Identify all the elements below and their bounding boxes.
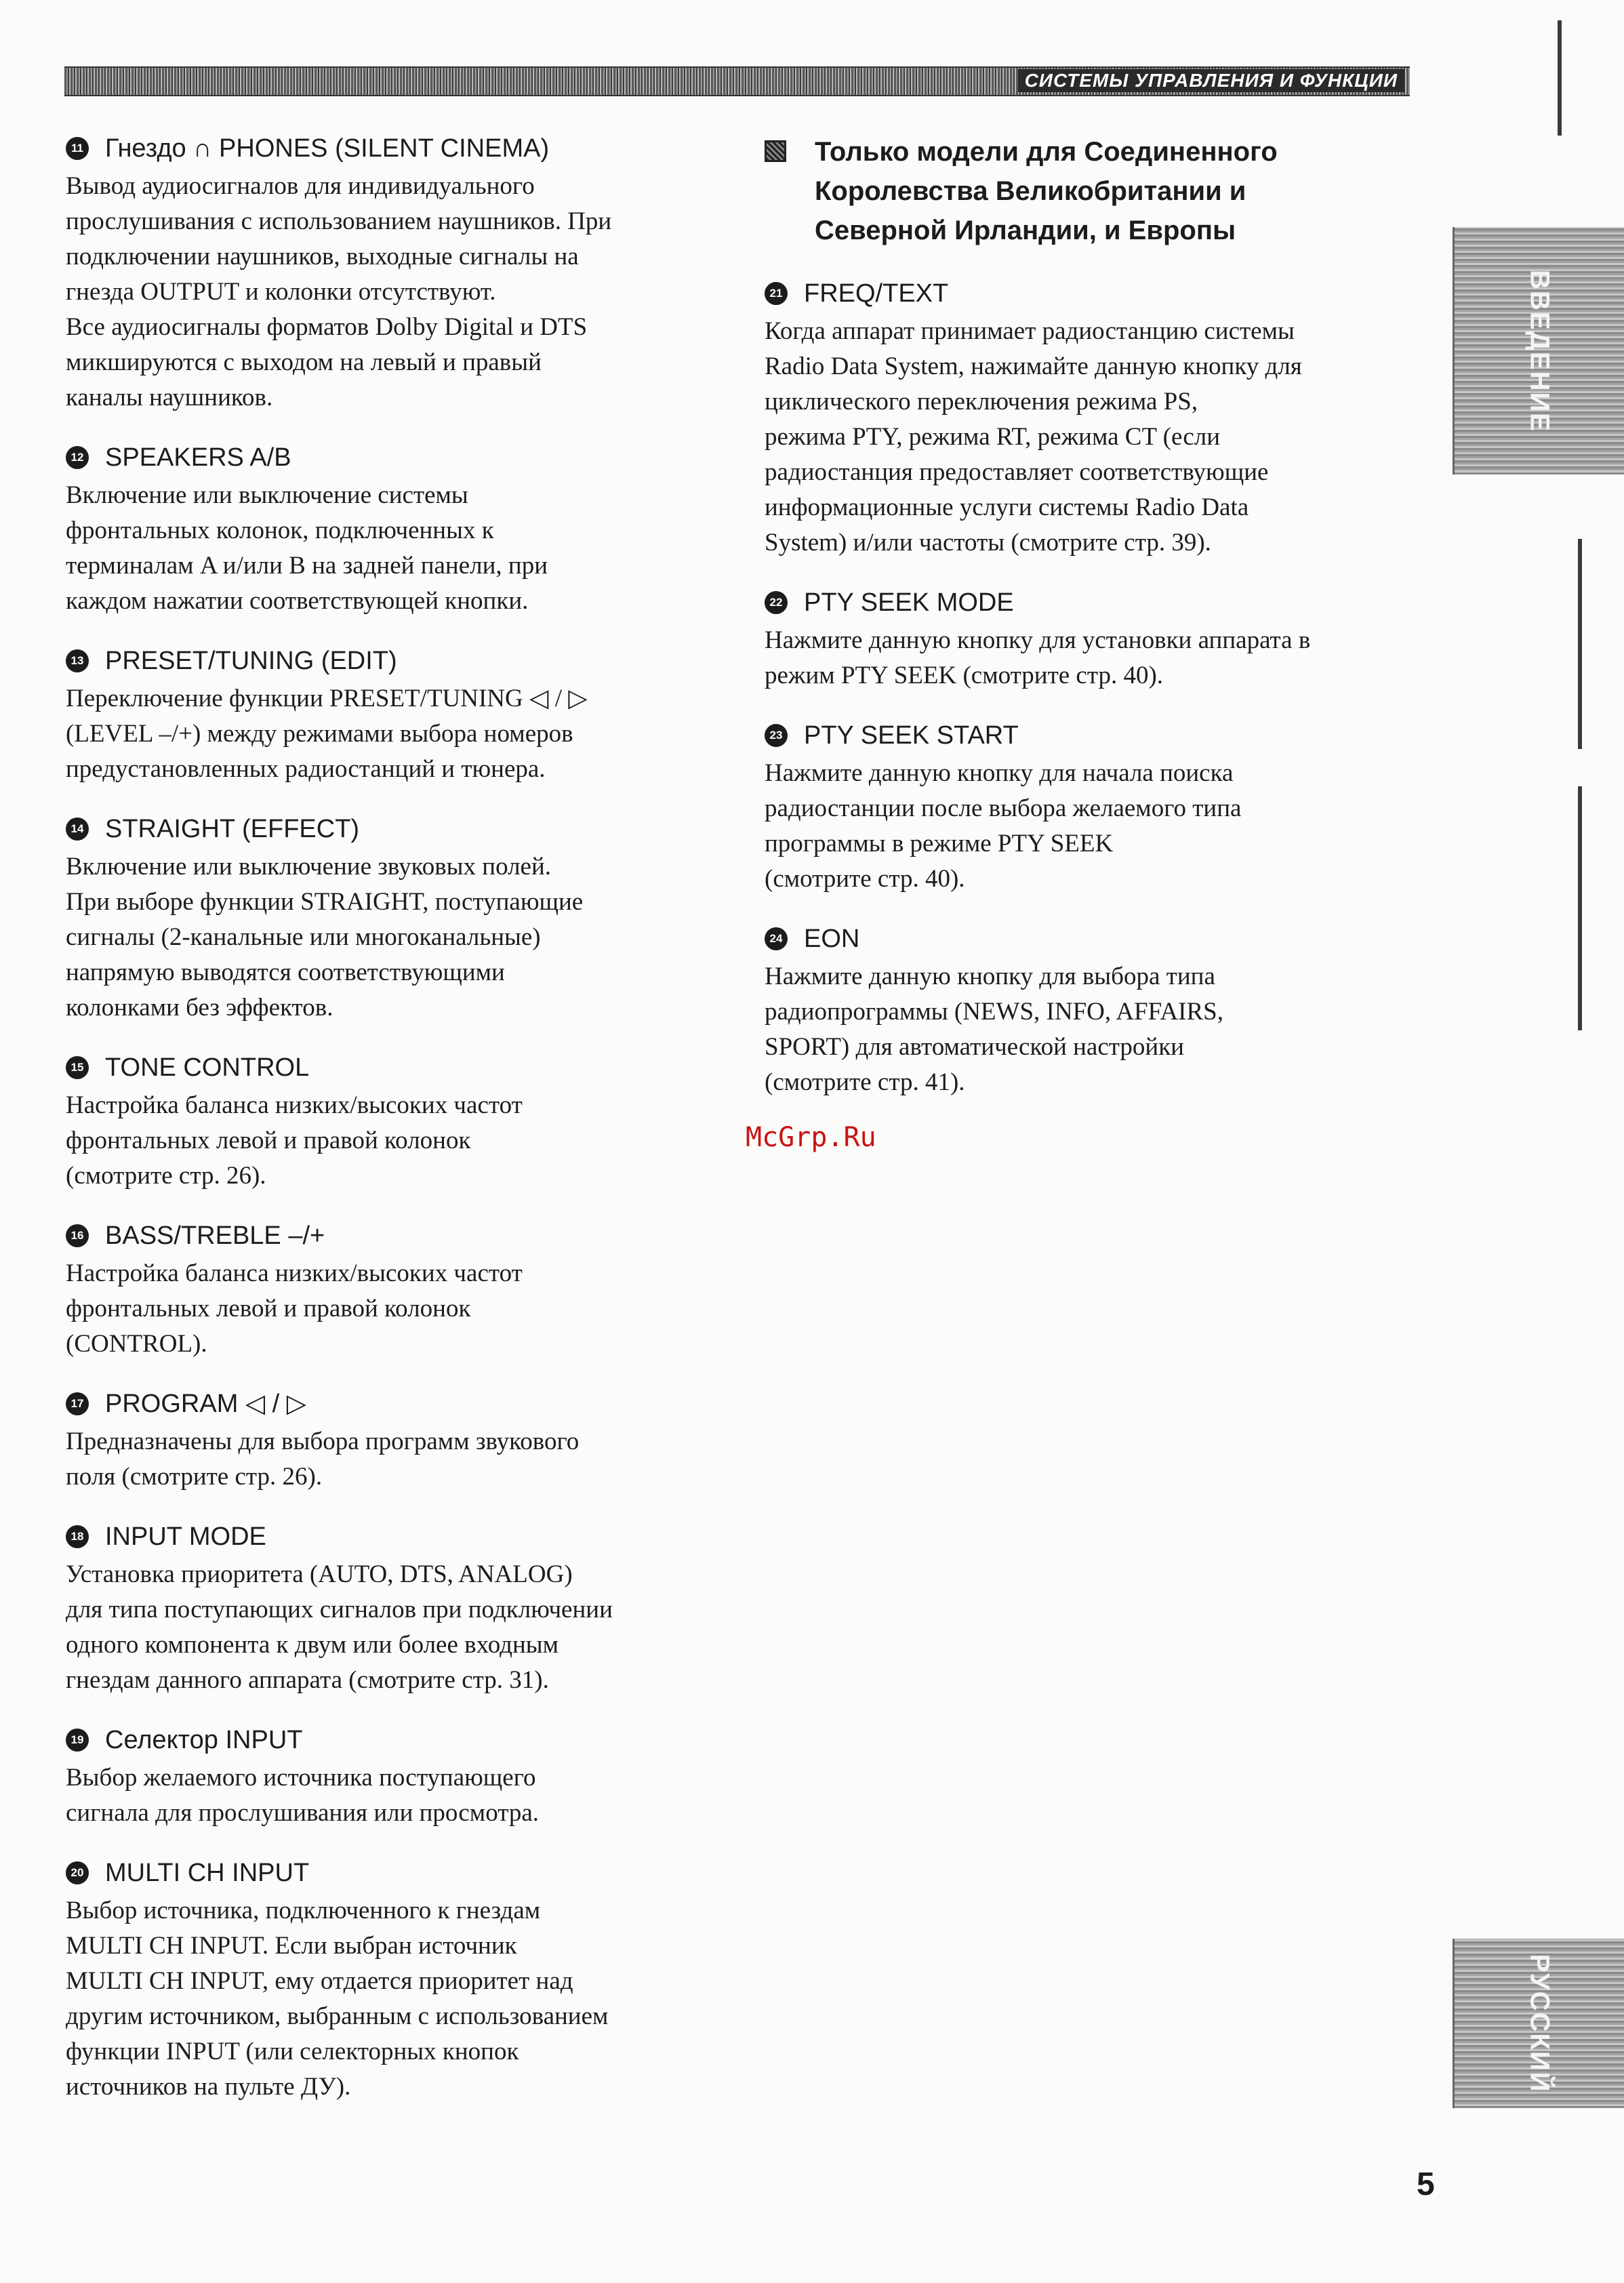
header-title: СИСТЕМЫ УПРАВЛЕНИЯ И ФУНКЦИИ (1018, 69, 1404, 92)
body-line: сигнала для прослушивания или просмотра. (66, 1799, 539, 1827)
body-line: режим PTY SEEK (смотрите стр. 40). (765, 662, 1164, 689)
body-line: (смотрите стр. 26). (66, 1162, 266, 1190)
page-number: 5 (1417, 2166, 1435, 2202)
number-badge: 22 (765, 591, 788, 614)
body-line: MULTI CH INPUT. Если выбран источник (66, 1932, 517, 1960)
body-line: Настройка баланса низких/высоких частот (66, 1259, 523, 1287)
body-line: сигналы (2-канальные или многоканальные) (66, 923, 541, 951)
body-line: фронтальных левой и правой колонок (66, 1127, 471, 1154)
body-line: Включение или выключение системы (66, 481, 468, 509)
side-tab-language-label: РУССКИЙ (1524, 1954, 1555, 2093)
entry-title (765, 277, 1429, 310)
entry-21 (765, 277, 1429, 561)
entry-title (66, 1857, 744, 1889)
body-line: SPORT) для автоматической настройки (765, 1033, 1184, 1061)
body-line: Предназначены для выбора программ звукового (66, 1428, 580, 1455)
entry-title (66, 1219, 744, 1252)
entry-title-text: EON (804, 925, 860, 953)
entry-title (66, 441, 744, 474)
entry-title-text: Гнездо ∩ PHONES (SILENT CINEMA) (105, 134, 550, 163)
number-badge: 13 (66, 649, 89, 672)
entry-title-text: TONE CONTROL (105, 1053, 310, 1082)
body-line: гнездам данного аппарата (смотрите стр. 31). (66, 1666, 549, 1694)
body-line: Вывод аудиосигналов для индивидуального (66, 172, 535, 200)
body-line: радиостанции после выбора желаемого типа (765, 794, 1242, 822)
left-column (66, 132, 744, 2130)
body-line: функции INPUT (или селекторных кнопок (66, 2038, 519, 2065)
body-line: источников на пульте ДУ). (66, 2073, 351, 2101)
section-heading (765, 132, 1429, 250)
entry-19 (66, 1724, 744, 1831)
number-badge: 14 (66, 817, 89, 841)
body-line: микшируются с выходом на левый и правый (66, 348, 542, 376)
body-line: Выбор желаемого источника поступающего (66, 1764, 536, 1792)
number-badge: 16 (66, 1224, 89, 1247)
entry-title (66, 1724, 744, 1756)
entry-title-text: STRAIGHT (EFFECT) (105, 815, 360, 843)
side-tab-intro (1453, 227, 1624, 474)
number-badge: 23 (765, 724, 788, 747)
body-line: прослушивания с использованием наушников. При (66, 207, 612, 235)
body-line: (LEVEL –/+) между режимами выбора номеров (66, 720, 573, 748)
entry-title-text: PTY SEEK MODE (804, 588, 1014, 617)
entry-14 (66, 813, 744, 1026)
body-line: одного компонента к двум или более входным (66, 1631, 559, 1659)
entry-22 (765, 586, 1429, 693)
body-line: (CONTROL). (66, 1330, 207, 1358)
body-line: фронтальных левой и правой колонок (66, 1295, 471, 1322)
body-line: Установка приоритета (AUTO, DTS, ANALOG) (66, 1560, 573, 1588)
body-line: предустановленных радиостанций и тюнера. (66, 755, 546, 783)
body-line: Нажмите данную кнопку для установки аппарата в (765, 626, 1311, 654)
body-line: Переключение функции PRESET/TUNING ◁ / ▷ (66, 685, 588, 712)
body-line: (смотрите стр. 41). (765, 1068, 965, 1096)
number-badge: 15 (66, 1056, 89, 1079)
entry-title (765, 586, 1429, 619)
entry-11 (66, 132, 744, 416)
body-line: System) и/или частоты (смотрите стр. 39). (765, 529, 1211, 557)
entry-title (765, 923, 1429, 955)
body-line: программы в режиме PTY SEEK (765, 830, 1114, 857)
number-badge: 11 (66, 137, 89, 160)
side-tab-intro-label: ВВЕДЕНИЕ (1524, 269, 1555, 432)
entry-title (66, 132, 744, 165)
number-badge: 19 (66, 1729, 89, 1752)
body-line: поля (смотрите стр. 26). (66, 1463, 323, 1491)
edge-mark (1558, 20, 1562, 136)
body-line: Когда аппарат принимает радиостанцию системы (765, 317, 1295, 345)
body-line: гнезда OUTPUT и колонки отсутствуют. (66, 278, 496, 306)
entry-title-text: MULTI CH INPUT (105, 1859, 310, 1887)
number-badge: 20 (66, 1861, 89, 1884)
body-line: циклического переключения режима PS, (765, 388, 1198, 416)
body-line: (смотрите стр. 40). (765, 865, 965, 893)
edge-mark (1578, 786, 1582, 1030)
entry-title (66, 813, 744, 845)
body-line: каждом нажатии соответствующей кнопки. (66, 587, 529, 615)
entry-title-text: PTY SEEK START (804, 721, 1019, 750)
body-line: При выборе функции STRAIGHT, поступающие (66, 888, 584, 916)
watermark: McGrp.Ru (746, 1122, 876, 1153)
body-line: радиопрограммы (NEWS, INFO, AFFAIRS, (765, 998, 1224, 1026)
body-line: режима PTY, режима RT, режима CT (если (765, 423, 1221, 451)
body-line: терминалам A и/или B на задней панели, при (66, 552, 548, 580)
entry-title-text: SPEAKERS A/B (105, 443, 291, 472)
number-badge: 24 (765, 927, 788, 950)
entry-title (66, 1051, 744, 1084)
entry-24 (765, 923, 1429, 1100)
entry-title (66, 1388, 744, 1420)
body-line: напрямую выводятся соответствующими (66, 958, 505, 986)
number-badge: 17 (66, 1392, 89, 1415)
entry-title-text: FREQ/TEXT (804, 279, 949, 308)
square-bullet-icon (765, 140, 786, 162)
number-badge: 12 (66, 446, 89, 469)
body-line: радиостанция предоставляет соответствующие (765, 458, 1269, 486)
entry-title (66, 645, 744, 677)
section-title-line: Только модели для Соединенного (815, 137, 1278, 167)
section-title-line: Северной Ирландии, и Европы (815, 216, 1236, 245)
body-line: Нажмите данную кнопку для выбора типа (765, 963, 1215, 990)
body-line: для типа поступающих сигналов при подключении (66, 1596, 613, 1623)
entry-16 (66, 1219, 744, 1362)
body-line: Включение или выключение звуковых полей. (66, 853, 552, 881)
section-title (815, 132, 1278, 250)
body-line: MULTI CH INPUT, ему отдается приоритет над (66, 1967, 573, 1995)
entry-title-text: PROGRAM ◁ / ▷ (105, 1390, 307, 1418)
header-bar (64, 66, 1410, 96)
body-line: подключении наушников, выходные сигналы на (66, 243, 579, 270)
entry-15 (66, 1051, 744, 1194)
body-line: другим источником, выбранным с использованием (66, 2002, 609, 2030)
body-line: Нажмите данную кнопку для начала поиска (765, 759, 1234, 787)
number-badge: 21 (765, 282, 788, 305)
entry-title-text: Селектор INPUT (105, 1726, 303, 1754)
body-line: Radio Data System, нажимайте данную кнопку для (765, 352, 1302, 380)
body-line: Все аудиосигналы форматов Dolby Digital и DTS (66, 313, 588, 341)
entry-title (765, 719, 1429, 752)
body-line: каналы наушников. (66, 384, 273, 411)
number-badge: 18 (66, 1525, 89, 1548)
body-line: информационные услуги системы Radio Data (765, 493, 1249, 521)
body-line: Настройка баланса низких/высоких частот (66, 1091, 523, 1119)
entry-title-text: BASS/TREBLE –/+ (105, 1221, 325, 1250)
edge-mark (1578, 539, 1582, 749)
entry-20 (66, 1857, 744, 2105)
body-line: Выбор источника, подключенного к гнездам (66, 1897, 541, 1924)
body-line: фронтальных колонок, подключенных к (66, 517, 494, 544)
entry-23 (765, 719, 1429, 897)
entry-title-text: PRESET/TUNING (EDIT) (105, 647, 397, 675)
entry-title (66, 1520, 744, 1553)
section-title-line: Королевства Великобритании и (815, 176, 1246, 206)
side-tab-language (1453, 1939, 1624, 2108)
entry-18 (66, 1520, 744, 1698)
entry-title-text: INPUT MODE (105, 1522, 266, 1551)
entry-17 (66, 1388, 744, 1495)
body-line: колонками без эффектов. (66, 994, 333, 1022)
entry-13 (66, 645, 744, 787)
entry-12 (66, 441, 744, 619)
right-column (765, 132, 1429, 1126)
